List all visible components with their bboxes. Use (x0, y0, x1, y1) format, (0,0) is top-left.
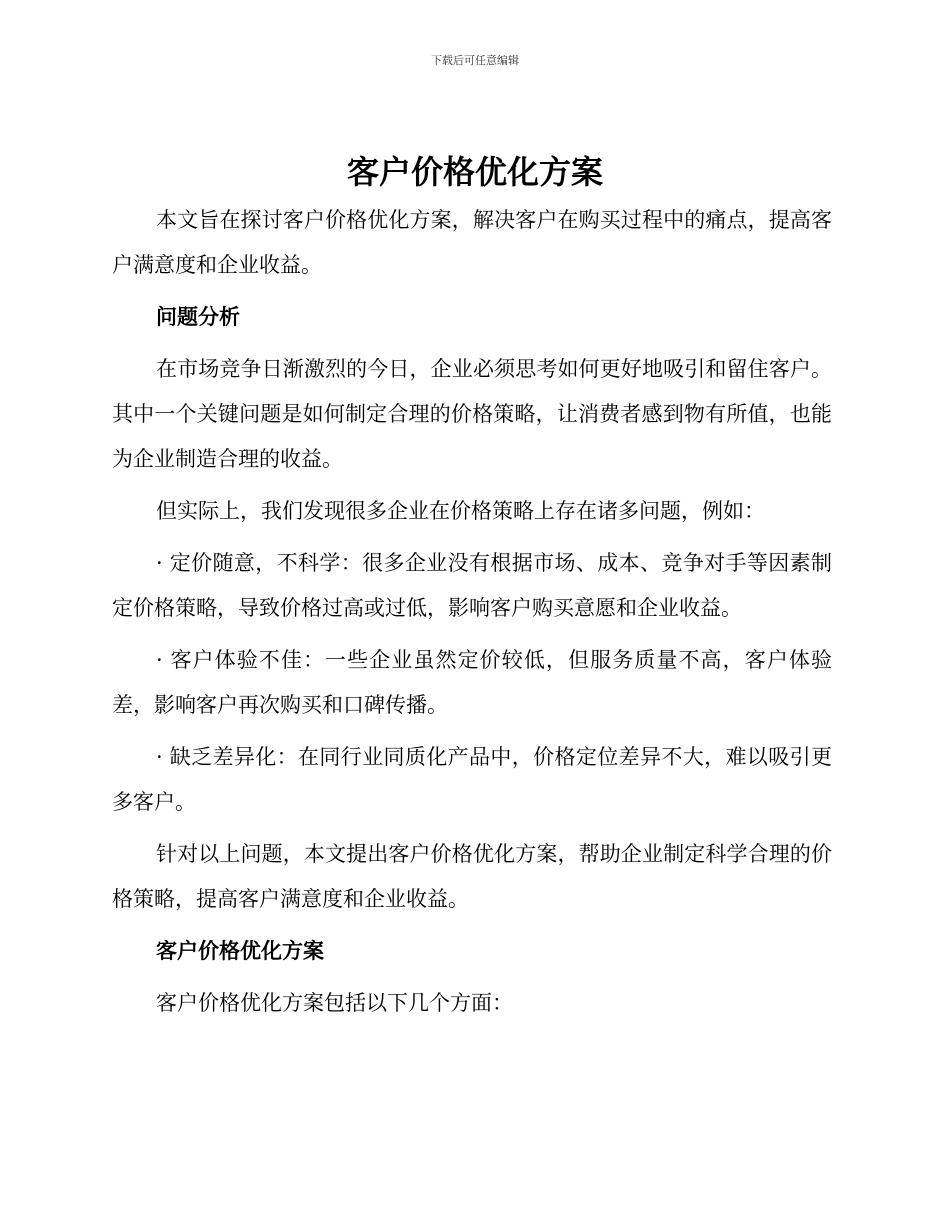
paragraph: 但实际上，我们发现很多企业在价格策略上存在诸多问题，例如： (156, 499, 765, 523)
paragraph: 客户价格优化方案包括以下几个方面： (156, 991, 513, 1015)
intro-paragraph: 本文旨在探讨客户价格优化方案，解决客户在购买过程中的痛点，提高客户满意度和企业收益。 (112, 208, 832, 277)
bullet-item: · 客户体验不佳：一些企业虽然定价较低，但服务质量不高，客户体验差，影响客户再次购买和口碑传播。 (112, 648, 832, 717)
document-title: 客户价格优化方案 (346, 153, 603, 191)
section-heading-problem-analysis: 问题分析 (156, 305, 240, 329)
section-heading-price-optimization: 客户价格优化方案 (156, 939, 324, 963)
bullet-item: · 缺乏差异化：在同行业同质化产品中，价格定位差异不大，难以吸引更多客户。 (112, 745, 832, 814)
paragraph: 在市场竞争日渐激烈的今日，企业必须思考如何更好地吸引和留住客户。其中一个关键问题是如何制定合理的价格策略，让消费者感到物有所值，也能为企业制造合理的收益。 (112, 357, 832, 471)
document-body (112, 198, 832, 1033)
page-header-note: 下载后可任意编辑 (431, 54, 519, 67)
bullet-item: · 定价随意，不科学：很多企业没有根据市场、成本、竞争对手等因素制定价格策略，导致价格过高或过低，影响客户购买意愿和企业收益。 (112, 551, 832, 620)
paragraph: 针对以上问题，本文提出客户价格优化方案，帮助企业制定科学合理的价格策略，提高客户满意度和企业收益。 (112, 842, 832, 911)
